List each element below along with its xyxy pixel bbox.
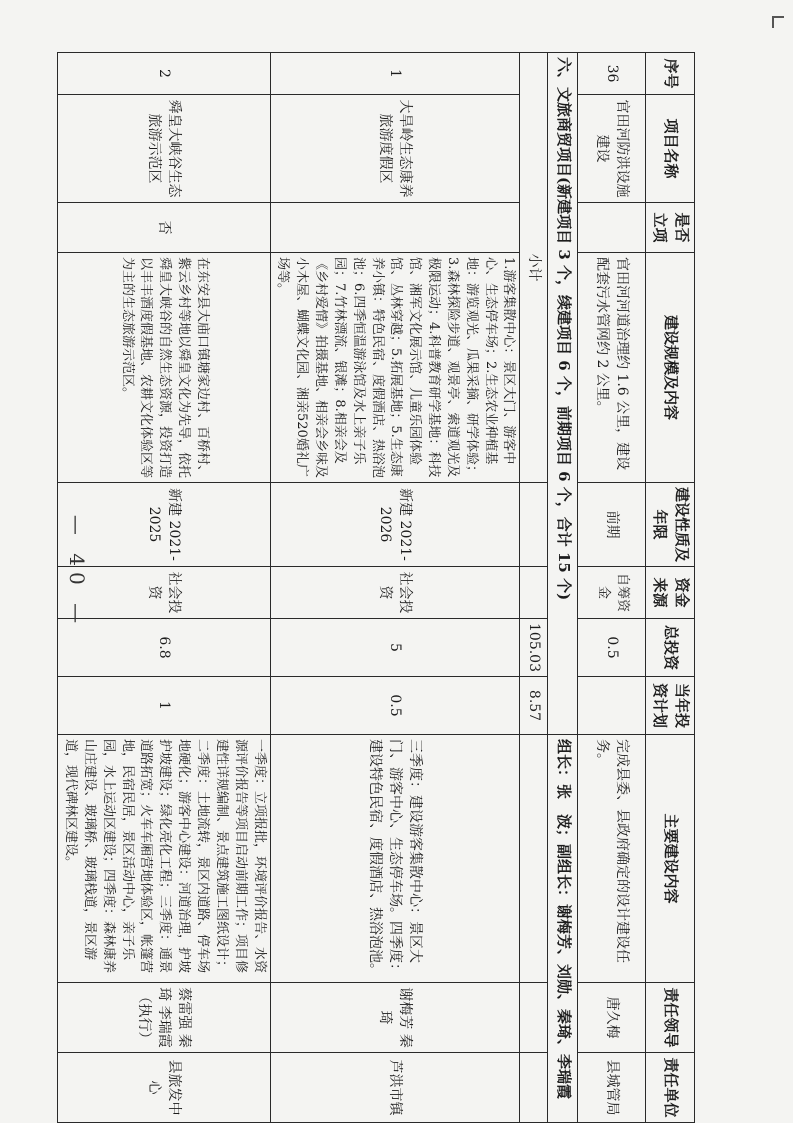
cell-leader: 蔡雷强 秦 琦 李瑞霞（执行） — [58, 983, 270, 1053]
cell-total: 5 — [270, 619, 520, 677]
cell-content: 在东安县大庙口镇塘家边村、百桥村、紫云乡村等地以舜皇文化为先导，依托舜皇大峡谷的自然生态资源，投资打造以丰丰酒度假基地、农耕文化体验区等为主的生态旅游示范区。 — [58, 253, 270, 483]
cell-nature: 前期 — [578, 483, 646, 567]
header-seq: 序号 — [646, 53, 695, 95]
cell-nature: 新建 2021-2025 — [58, 483, 270, 567]
cell-annual — [578, 677, 646, 735]
cell-leader: 唐久梅 — [578, 983, 646, 1053]
header-row — [646, 53, 695, 1123]
cell-content: 官田河河道治理约 1.6 公里，建设配套污水管网约 2 公里。 — [578, 253, 646, 483]
header-leader: 责任领导 — [646, 983, 695, 1053]
table-row — [58, 53, 270, 1123]
cell-total: 6.8 — [58, 619, 270, 677]
header-main-content: 主要建设内容 — [646, 735, 695, 983]
cell-established — [270, 203, 520, 253]
cell-established: 否 — [58, 203, 270, 253]
header-content: 建设规模及内容 — [646, 253, 695, 483]
header-annual: 当年投资计划 — [646, 677, 695, 735]
subtotal-row — [520, 53, 548, 1123]
cell-annual: 1 — [58, 677, 270, 735]
cell-unit: 县城管局 — [578, 1053, 646, 1123]
cell-name: 官田河防洪设施建设 — [578, 95, 646, 203]
section-row — [548, 53, 578, 1123]
cell-nature: 新建 2021-2026 — [270, 483, 520, 567]
cell-content: 1.游客集散中心：景区大门、游客中心、生态停车场；2.生态农业种植基地：游览观光、瓜果采摘、研学体验；3.森林探险步道、观景亭、索道观光及极限运动；4.科普教育研学基地：科技馆、湘军文化展示馆、儿童乐园体验馆、丛林穿越；5.拓展基地；5.生态康养小镇：特色民宿、度假酒店、热浴泡池；6.四季恒温游泳馆及水上亲子乐园；7.竹林漂流、银滩；8.相亲会及《乡村爱情》拍摄基地、相亲会乡味及小木屋、蝴蝶文化园、湘亲520婚礼广场等。 — [270, 253, 520, 483]
project-table — [57, 52, 695, 1123]
section-group: 组长：张 波；副组长：谢梅芳、刘勋、秦琦、李瑞霞 — [548, 735, 578, 1123]
header-total: 总投资 — [646, 619, 695, 677]
cell-unit: 芦洪市镇 — [270, 1053, 520, 1123]
cell-main-content: 完成县委、县政府确定的设计建设任务。 — [578, 735, 646, 983]
header-nature: 建设性质及年限 — [646, 483, 695, 567]
cell-funding: 自筹资金 — [578, 567, 646, 619]
cell-main-content: 三季度：建设游客集散中心：景区大门、游客中心、生态停车场。四季度：建设特色民宿、度假酒店、热浴泡池。 — [270, 735, 520, 983]
header-funding: 资金来源 — [646, 567, 695, 619]
table-row — [270, 53, 520, 1123]
cell-annual: 0.5 — [270, 677, 520, 735]
cell-name: 舜皇大峡谷生态旅游示范区 — [58, 95, 270, 203]
cell-funding: 社会投资 — [58, 567, 270, 619]
cell-main-content: 一季度：立项报批，环境评价报告、水资源评价报告等项目启动前期工作；项目修建性详规编制、景点建筑施工图纸设计；二季度：土地流转，景区内道路、停车场地硬化；游客中心建设：河道治理，护坡护坡建设；绿化亮化工程；三季度：通景道路拓宽；火车车厢营地体验区，帐篷营地，民宿民居，景区活动中心，亲子乐园，水上运动区建设；四季度：森林康养山庄建设、玻璃桥、玻璃栈道，景区游道，现代碑林区建设。 — [58, 735, 270, 983]
header-name: 项目名称 — [646, 95, 695, 203]
header-unit: 责任单位 — [646, 1053, 695, 1123]
table-row — [578, 53, 646, 1123]
cell-funding: 社会投资 — [270, 567, 520, 619]
subtotal-annual: 8.57 — [520, 677, 548, 735]
rotated-table-sheet — [0, 52, 695, 1122]
cell-seq: 2 — [58, 53, 270, 95]
cell-leader: 谢梅芳 秦 琦 — [270, 983, 520, 1053]
cell-seq: 36 — [578, 53, 646, 95]
section-title: 六、文旅商贸项目(新建项目 3 个，续建项目 6 个，前期项目 6 个，合计 15 个) — [548, 53, 578, 735]
cell-unit: 县旅发中心 — [58, 1053, 270, 1123]
subtotal-total: 105.03 — [520, 619, 548, 677]
cell-established — [578, 203, 646, 253]
cell-seq: 1 — [270, 53, 520, 95]
subtotal-label: 小计 — [520, 53, 548, 483]
header-established: 是否立项 — [646, 203, 695, 253]
cell-total: 0.5 — [578, 619, 646, 677]
corner-mark — [772, 16, 784, 28]
cell-name: 大旱岭生态康养旅游度假区 — [270, 95, 520, 203]
page-number: — 40 — — [65, 514, 90, 630]
